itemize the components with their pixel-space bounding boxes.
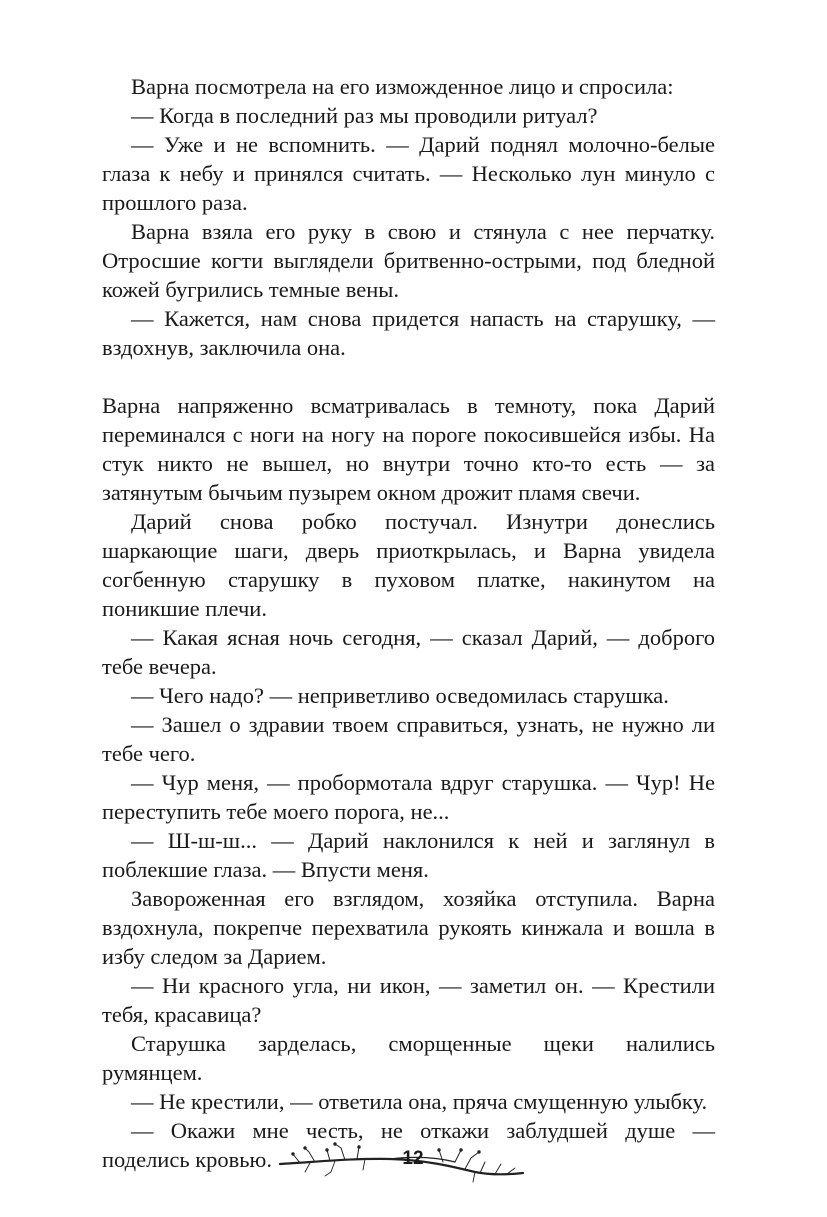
paragraph: — Какая ясная ночь сегодня, — сказал Дарий, — доброго тебе вечера. [102,625,715,679]
paragraph: Варна посмотрела на его изможденное лицо и спросила: [131,74,674,99]
paragraph: — Зашел о здравии твоем справиться, узнать, не нужно ли тебе чего. [102,712,715,766]
paragraph: — Ш-ш-ш... — Дарий наклонился к ней и заглянул в поблекшие глаза. — Впусти меня. [102,828,715,882]
paragraph: — Окажи мне честь, не откажи заблудшей душе — поделись кровью. [102,1118,715,1172]
paragraph: Старушка зарделась, сморщенные щеки налились румянцем. [102,1031,715,1085]
paragraph: — Не крестили, — ответила она, пряча смущенную улыбку. [131,1089,708,1114]
paragraph: — Кажется, нам снова придется напасть на старушку, — вздохнув, заключила она. [102,306,715,360]
section-break [102,362,715,391]
paragraph: Завороженная его взглядом, хозяйка отступила. Варна вздохнула, покрепче перехватила рукоять кинжала и вошла в избу следом за Дарием. [102,886,715,969]
paragraph: Дарий снова робко постучал. Изнутри донеслись шаркающие шаги, дверь приоткрылась, и Варна увидела согбенную старушку в пуховом платке, накинутом на поникшие плечи. [102,509,715,621]
paragraph: — Чур меня, — пробормотала вдруг старушка. — Чур! Не переступить тебе моего порога, не... [102,770,715,824]
book-page-text [102,72,715,1174]
page-number: 12 [402,1148,424,1169]
paragraph: Варна взяла его руку в свою и стянула с нее перчатку. Отросшие когти выглядели бритвенно-острыми, под бледной кожей бугрились темные вены. [102,219,715,302]
paragraph: — Чего надо? — неприветливо осведомилась старушка. [131,683,669,708]
paragraph: — Уже и не вспомнить. — Дарий поднял молочно-белые глаза к небу и принялся считать. — Несколько лун минуло с прошлого раза. [102,132,715,215]
page-footer [0,1128,827,1188]
paragraph: — Ни красного угла, ни икон, — заметил он. — Крестили тебя, красавица? [102,973,715,1027]
paragraph: — Когда в последний раз мы проводили ритуал? [131,103,598,128]
section-first-paragraph: Варна напряженно всматривалась в темноту, пока Дарий переминался с ноги на ногу на пороге покосившейся избы. На стук никто не вышел, но внутри точно кто-то есть — за затянутым бычьим пузырем окном дрожит пламя свечи. [102,393,715,505]
